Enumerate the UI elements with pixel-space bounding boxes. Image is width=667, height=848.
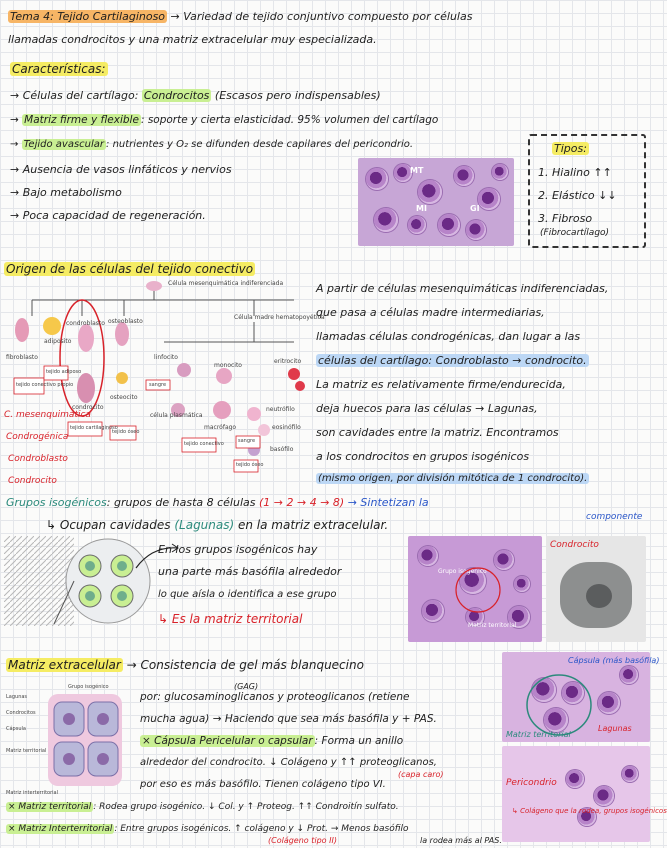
tipos-heading: Tipos:	[554, 142, 587, 155]
diagram-top-label: Célula mesenquimática indiferenciada	[168, 280, 284, 287]
caracteristicas-heading: Características:	[12, 62, 106, 76]
tipo-elastico: 2. Elástico ↓↓	[538, 189, 617, 202]
mt-micro-label-2: Matriz territorial	[506, 730, 571, 739]
origen-p4: células del cartílago: Condroblasto → condrocito.	[318, 354, 587, 367]
red-note-condrocito: Condrocito	[8, 476, 57, 486]
origen-heading-wrap	[4, 262, 255, 276]
page-title: Tema 4: Tejido Cartilaginoso	[10, 10, 166, 23]
gi-micro-label: Grupo isogénico	[438, 568, 487, 575]
grupos-text-4: ↳ Es la matriz territorial	[158, 612, 303, 626]
grupos-text-2: una parte más basófila alrededor	[158, 565, 342, 578]
matriz-heading: Matriz extracelular	[8, 658, 121, 672]
origen-p3: llamadas células condrogénicas, dan lugar a las	[316, 330, 581, 343]
grupos-line-2: ↳ Ocupan cavidades (Lagunas) en la matriz extracelular.	[46, 518, 389, 532]
title-description: → Variedad de tejido conjuntivo compuesto por células	[170, 10, 473, 23]
cartilage-micrograph	[358, 158, 514, 246]
cartilage-illustration	[4, 536, 150, 626]
diagram-label-eosinofilo: eosinófilo	[272, 424, 301, 431]
tipos-box	[528, 134, 646, 248]
mt-micro-label: Matriz territorial	[468, 622, 517, 629]
capa-caro-note: (capa caro)	[398, 770, 444, 779]
origen-p8: a los condrocitos en grupos isogénicos	[316, 450, 530, 463]
matrix-fig-label-6: Matriz interterritorial	[6, 790, 59, 796]
pas-note: la rodea más al PAS.	[420, 836, 502, 845]
matriz-line-1: Matriz extracelular → Consistencia de gel más blanquecino	[8, 658, 364, 672]
mi-label: MI	[416, 204, 427, 213]
diagram-label-plasmatica: célula plasmática	[150, 412, 203, 419]
matriz-line-2: por: glucosaminoglicanos y proteoglicanos (retiene	[140, 691, 410, 703]
list-item: → Matriz firme y flexible : soporte y cierta elasticidad. 95% volumen del cartílago	[10, 114, 439, 126]
diagram-label-osteoblasto: osteoblasto	[108, 318, 143, 325]
diagram-svg	[4, 278, 310, 478]
tipo-fibroso-sub: (Fibrocartílago)	[540, 228, 610, 238]
grupos-sequence: (1 → 2 → 4 → 8)	[259, 496, 345, 509]
matriz-line-7: × Matriz territorial : Rodea grupo isogénico. ↓ Col. y ↑ Proteog. ↑↑ Condroitín sulfato.	[8, 802, 399, 812]
matriz-line-8: × Matriz Interterritorial : Entre grupos isogénicos. ↑ colágeno y ↓ Prot. → Menos basófilo	[8, 824, 409, 834]
tipos-heading-wrap	[552, 142, 589, 156]
red-note-condrogenica: Condrogénica	[6, 432, 69, 442]
origen-heading: Origen de las células del tejido conectivo	[6, 262, 254, 276]
matriz-territorial-heading: × Matriz territorial	[8, 802, 92, 812]
cell-origin-diagram	[4, 278, 325, 478]
diagram-box-4: tejido óseo	[112, 429, 140, 435]
diagram-label-basofilo: basófilo	[270, 446, 294, 453]
matrix-fig-label-2: Lagunas	[6, 694, 28, 700]
matrix-micrograph-bottom	[502, 746, 667, 842]
matrix-fig-label-4: Cápsula	[6, 726, 26, 732]
diagram-box-5: sangre	[149, 382, 167, 388]
matriz-line-3: mucha agua) → Haciendo que sea más basófila y + PAS.	[140, 713, 437, 725]
origen-p1: A partir de células mesenquimáticas indiferenciadas,	[316, 282, 609, 295]
diagram-box-6: tejido conectivo	[184, 441, 224, 447]
diagram-label-fibroblasto: fibroblasto	[6, 354, 38, 361]
diagram-label-condrocito: condrocito	[72, 404, 104, 411]
condrocito-em-micrograph	[546, 536, 646, 642]
matrix-fig-label-5: Matriz territorial	[6, 748, 47, 754]
gag-note: (GAG)	[234, 682, 259, 691]
pericondrio-note: ↳ Colágeno que la rodea, grupos isogénicos	[512, 807, 667, 815]
title-line-2: llamadas condrocitos y una matriz extracelular muy especializada.	[8, 33, 377, 46]
diagram-label-osteocito: osteocito	[110, 394, 138, 401]
diagram-label-monocito: monocito	[214, 362, 242, 369]
grupos-text-1: En los grupos isogénicos hay	[158, 543, 318, 556]
capsula-micro-label: Cápsula (más basófila)	[568, 656, 660, 665]
diagram-label-adiposito: adiposito	[44, 338, 72, 345]
tipo-fibroso: 3. Fibroso	[538, 212, 593, 225]
tipo-hialino: 1. Hialino ↑↑	[538, 166, 612, 179]
red-note-condroblasto: Condroblasto	[8, 454, 68, 464]
grupos-side-note-2: componente	[586, 512, 643, 522]
diagram-box-3: tejido cartilaginoso	[70, 425, 118, 431]
isogenic-group-micrograph	[408, 536, 542, 642]
diagram-label-neutrofilo: neutrófilo	[266, 406, 295, 413]
diagram-stem-label: Célula madre hematopoyética	[234, 314, 325, 321]
diagram-box-8: tejido óseo	[236, 462, 264, 468]
matrix-diagram	[4, 680, 130, 804]
matriz-line-6: por eso es más basófilo. Tienen colágeno tipo VI.	[140, 779, 386, 790]
pericondrio-label: Pericondrio	[506, 778, 557, 788]
colageno-tipo-ii-note: (Colágeno tipo II)	[268, 836, 337, 845]
matriz-line-4: × Cápsula Pericelular o capsular : Forma un anillo	[142, 735, 404, 747]
red-note-mesenquimatica: C. mesenquimática	[4, 410, 91, 420]
matrix-fig-label-3: Condrocitos	[6, 710, 36, 716]
diagram-box-1: tejido conectivo propio	[16, 382, 74, 388]
grupos-side-note: → Sintetizan la	[347, 496, 429, 509]
lagunas-micro-label: Lagunas	[598, 724, 632, 733]
mt-label: MT	[410, 166, 424, 175]
grupos-line-1: Grupos isogénicos: grupos de hasta 8 células (1 → 2 → 4 → 8) → Sintetizan la	[6, 496, 429, 509]
origen-p5: La matriz es relativamente firme/endurecida,	[316, 378, 566, 391]
origen-p6: deja huecos para las células → Lagunas,	[316, 402, 538, 415]
capsula-heading: × Cápsula Pericelular o capsular	[142, 735, 313, 747]
origen-p9: (mismo origen, por división mitótica de 1 condrocito).	[318, 473, 588, 484]
grupos-text-3: lo que aísla o identifica a ese grupo	[158, 589, 337, 600]
diagram-label-macrofago: macrófago	[204, 424, 237, 431]
list-item: → Ausencia de vasos linfáticos y nervios	[10, 163, 232, 176]
origen-p7: son cavidades entre la matriz. Encontramos	[316, 426, 559, 439]
caracteristicas-heading-wrap	[10, 62, 108, 76]
diagram-box-2: tejido adiposo	[46, 369, 82, 375]
list-item: → Poca capacidad de regeneración.	[10, 209, 206, 222]
matriz-interterritorial-heading: × Matriz Interterritorial	[8, 824, 113, 834]
adiposito-cell	[43, 317, 61, 335]
diagram-label-condroblasto: condroblasto	[66, 320, 105, 327]
matriz-line-5: alrededor del condrocito. ↓ Colágeno y ↑↑ proteoglicanos,	[140, 757, 437, 768]
condrocito-label: Condrocito	[550, 540, 599, 550]
matrix-fig-label-1: Grupo isogénico	[68, 684, 109, 690]
list-item: → Tejido avascular : nutrientes y O₂ se difunden desde capilares del pericondrio.	[10, 139, 414, 150]
title-line	[8, 10, 472, 24]
list-item: → Bajo metabolismo	[10, 186, 122, 199]
matrix-micrograph-top	[502, 652, 660, 742]
list-item: → Células del cartílago: Condrocitos (Escasos pero indispensables)	[10, 89, 381, 102]
diagram-box-7: sangre	[238, 438, 256, 444]
origen-p2: que pasa a células madre intermediarias,	[316, 306, 545, 319]
diagram-label-linfocito: linfocito	[154, 354, 178, 361]
gi-label: GI	[470, 204, 480, 213]
diagram-label-eritrocito: eritrocito	[274, 358, 302, 365]
grupos-heading: Grupos isogénicos	[6, 496, 107, 509]
